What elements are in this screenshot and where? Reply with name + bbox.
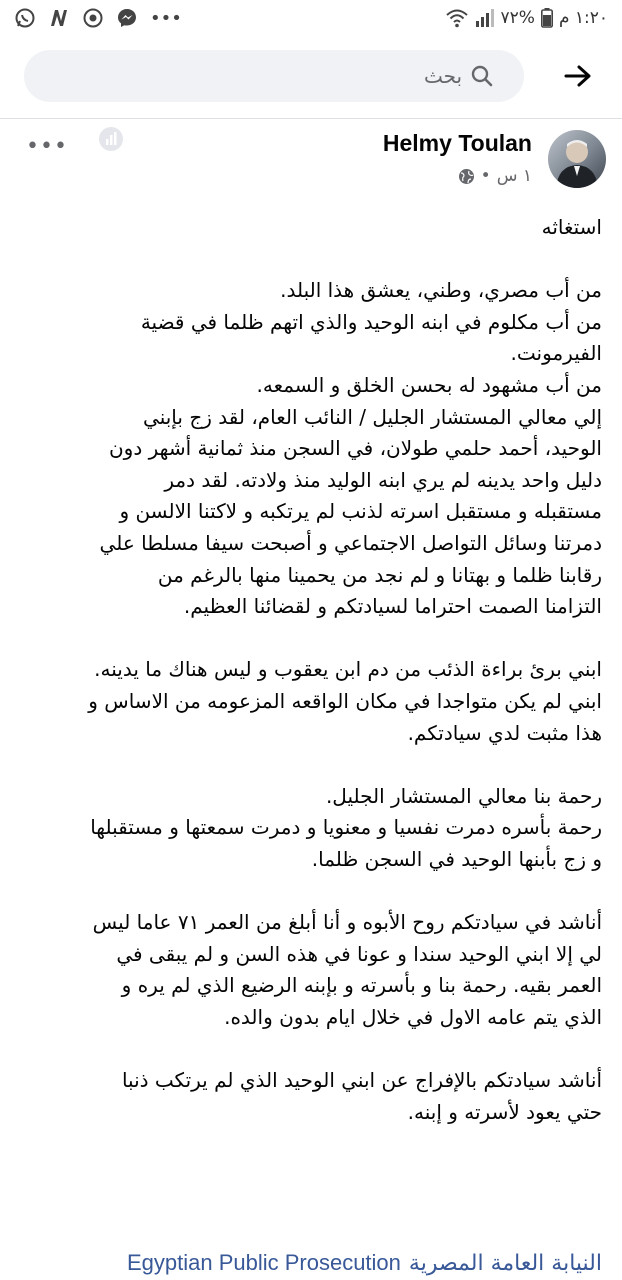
more-notifications-icon: ••• <box>150 7 182 29</box>
post-line: رقابنا ظلما و بهتانا و لم نجد من يحمينا منها بالرغم من <box>157 562 602 587</box>
paragraph-gap <box>20 244 602 276</box>
post-line: دمرتنا وسائل التواصل الاجتماعي و أصبحت سيفا مسلطا علي <box>99 530 602 555</box>
n-app-icon <box>48 7 70 29</box>
wifi-icon <box>445 8 469 28</box>
post-line: حتي يعود لأسرته و إبنه. <box>407 1099 602 1124</box>
post-line: من أب مصري، وطني، يعشق هذا البلد. <box>280 278 602 303</box>
whatsapp-icon <box>14 7 36 29</box>
notification-icons <box>14 7 182 29</box>
post-text <box>20 212 602 1128</box>
post-line: العمر بقيه. رحمة بنا و بأسرته و بإبنه الرضيع الذي لم يره و <box>121 973 602 998</box>
more-options-icon[interactable]: ••• <box>26 134 68 159</box>
post-paragraph <box>20 1065 602 1128</box>
paragraph-gap <box>20 623 602 655</box>
post-line: من أب مكلوم في ابنه الوحيد والذي اتهم ظلما في قضية <box>140 309 602 334</box>
messenger-icon <box>116 7 138 29</box>
post-paragraph <box>20 907 602 1033</box>
post-meta <box>458 166 532 186</box>
paragraph-gap <box>20 1033 602 1065</box>
post-line: الفيرمونت. <box>510 341 602 366</box>
post-line: إلي معالي المستشار الجليل / النائب العام، لقد زج بإبني <box>143 404 602 429</box>
post-line: التزامنا الصمت احتراما لسيادتكم و لقضائنا العظيم. <box>183 594 602 619</box>
signal-icon <box>475 9 495 27</box>
post-tags <box>20 1250 602 1276</box>
status-bar <box>0 0 622 36</box>
post-line: دليل واحد يدينه لم يري ابنه الوليد منذ ولادته. لقد دمر <box>164 467 602 492</box>
post-paragraph <box>20 212 602 244</box>
post-line: رحمة بنا معالي المستشار الجليل. <box>325 783 602 808</box>
meta-separator: • <box>480 166 491 186</box>
status-time: ١:٢٠ م <box>558 8 608 28</box>
post-time[interactable]: ١ س <box>496 166 532 186</box>
post-line: و زج بأبنها الوحيد في السجن ظلما. <box>311 846 602 871</box>
post-line: مستقبله و مستقبل اسرته لذنب لم يرتكبه و لاكتنا الالسن و <box>119 499 602 524</box>
post-line: أناشد سيادتكم بالإفراج عن ابني الوحيد الذي لم يرتكب ذنبا <box>121 1068 602 1093</box>
back-button[interactable] <box>560 58 596 94</box>
paragraph-gap <box>20 875 602 907</box>
post-line: أناشد في سيادتكم روح الأبوه و أنا أبلغ من العمر ٧١ عاما ليس <box>92 910 602 935</box>
header-divider <box>0 118 622 119</box>
post-header <box>0 124 622 196</box>
arrow-icon <box>564 64 592 88</box>
post-line: الذي يتم عامه الاول في خلال ايام بدون والده. <box>224 1004 602 1029</box>
post-paragraph <box>20 781 602 876</box>
avatar[interactable] <box>548 130 606 188</box>
search-placeholder: بحث <box>424 64 463 88</box>
post-paragraph <box>20 654 602 749</box>
post-line: استغاثه <box>541 215 602 239</box>
tag-arabic[interactable]: النيابة العامة المصرية <box>408 1251 602 1276</box>
post-line: لي إلا ابني الوحيد سندا و عونا في هذه السن و لم يبقى في <box>116 941 602 966</box>
system-status <box>445 8 608 28</box>
globe-icon <box>458 168 475 185</box>
post-line: ابني لم يكن متواجدا في مكان الواقعه المزعومه من الاساس و <box>88 688 602 713</box>
tag-english[interactable]: Egyptian Public Prosecution <box>126 1250 401 1275</box>
battery-percent: %٧٢ <box>500 8 535 28</box>
search-input[interactable] <box>24 50 524 102</box>
top-bar <box>0 44 622 108</box>
battery-icon <box>541 8 553 28</box>
post-line: من أب مشهود له بحسن الخلق و السمعه. <box>256 372 602 397</box>
search-icon <box>470 64 494 88</box>
insights-icon[interactable] <box>98 126 124 156</box>
post-line: هذا مثبت لدي سيادتكم. <box>407 720 602 745</box>
vpn-icon <box>82 7 104 29</box>
post-line: ابني برئ براءة الذئب من دم ابن يعقوب و ليس هناك ما يدينه. <box>94 657 602 682</box>
post-line: الوحيد، أحمد حلمي طولان، في السجن منذ ثمانية أشهر دون <box>108 436 602 461</box>
post-paragraph <box>20 275 602 623</box>
post-author[interactable]: Helmy Toulan <box>382 130 532 156</box>
post-line: رحمة بأسره دمرت نفسيا و معنويا و دمرت سمعتها و مستقبلها <box>90 815 602 840</box>
paragraph-gap <box>20 749 602 781</box>
avatar-photo-icon <box>548 130 606 188</box>
